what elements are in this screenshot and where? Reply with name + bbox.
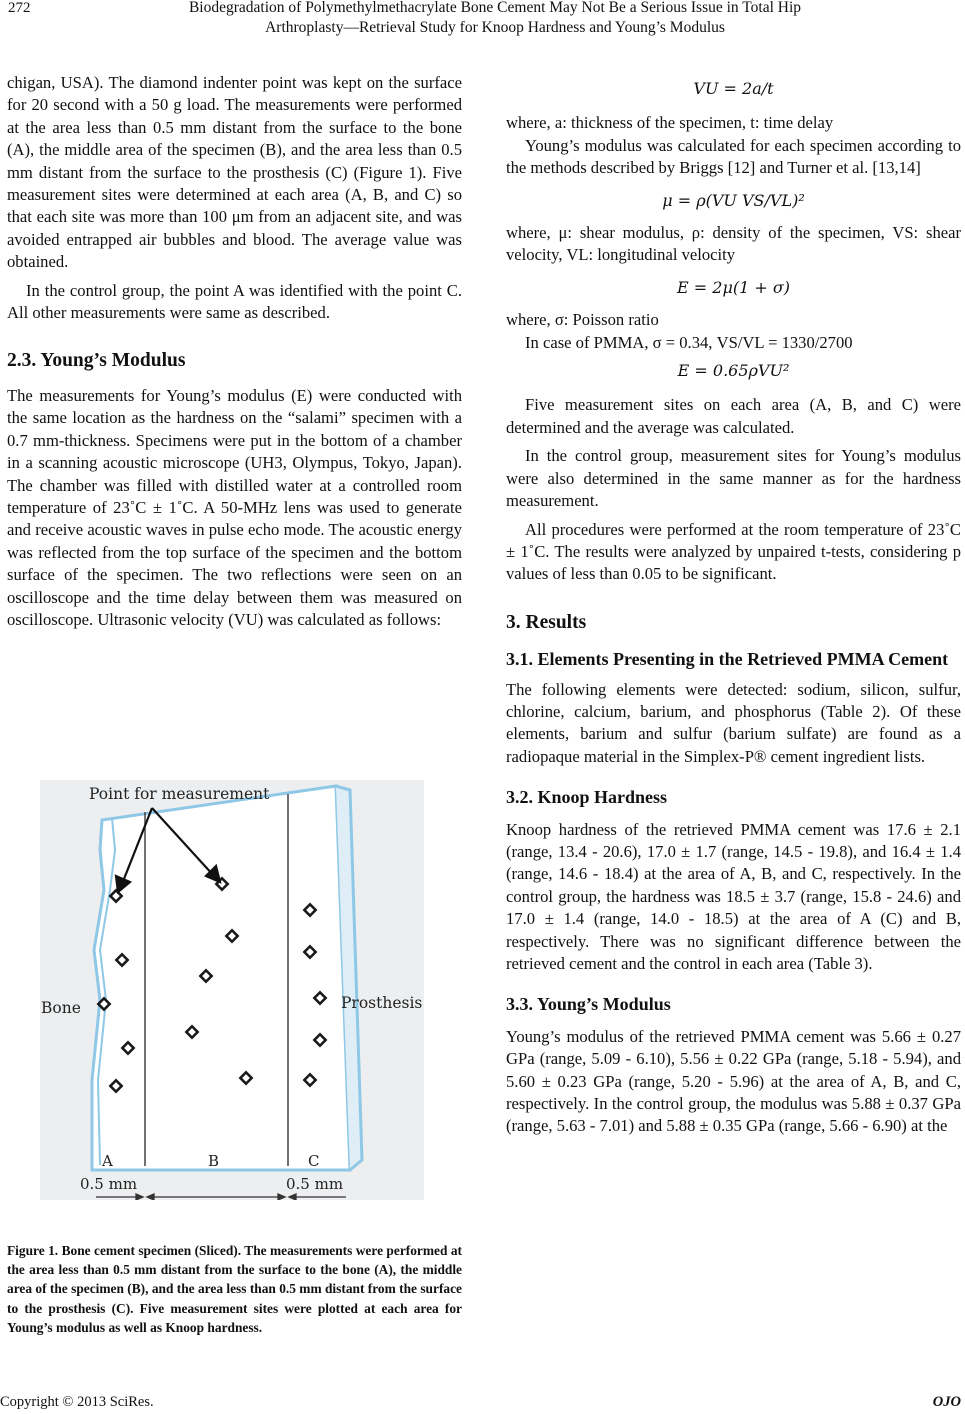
paragraph-knoop-method: chigan, USA). The diamond indenter point was kept on the surface for 20 second with a 50 g load. The measurements were performed at the area less than 0.5 mm distant from the surface to the bone (A), the middle area of the specimen (B), and the area less than 0.5 mm distant from the surface to the prosthesis (C) (Figure 1). Five measurement sites were determined at each area (A, B, and C) so that each site was more than 100 μm from an adjacent site, and was avoided entrapped air bubbles and blood. The average value was obtained. — [7, 73, 462, 272]
left-column — [7, 72, 462, 631]
running-header-line1: Biodegradation of Polymethylmethacrylate Bone Cement May Not Be a Serious Issue in Total Hip — [188, 0, 802, 16]
label-point-for-measurement: Point for measurement — [89, 785, 270, 803]
label-area-a: A — [102, 1152, 113, 1170]
equation-shear-modulus: μ = ρ(VU VS/VL)² — [662, 190, 805, 210]
paragraph-knoop-results: Knoop hardness of the retrieved PMMA cement was 17.6 ± 2.1 (range, 13.4 - 20.6), 17.0 ± 1.7 (range, 14.5 - 19.8), and 16.4 ± 1.4 (range, 14.6 - 18.4) at the area of A, B, and C, respectively. In the control group, the hardness was 18.5 ± 3.7 (range, 15.8 - 24.6) and 17.0 ± 1.4 (range, 14.0 - 18.5) at the area of A (C) and B, respectively. There was no significant difference between the retrieved cement and the control in each area (Table 3). — [506, 819, 961, 973]
equation-young-pmma: E = 0.65ρVU² — [677, 361, 790, 381]
section-heading-2-3: 2.3. Young’s Modulus — [7, 350, 186, 372]
paragraph-where-thickness: where, a: thickness of the specimen, t: time delay — [506, 113, 834, 133]
label-area-c: C — [308, 1152, 320, 1170]
running-header — [80, 0, 910, 38]
section-heading-3: 3. Results — [506, 611, 587, 633]
paragraph-control-group: In the control group, the point A was identified with the point C. All other measurements were same as described. — [7, 280, 462, 323]
section-heading-3-1: 3.1. Elements Presenting in the Retrieved PMMA Cement — [506, 649, 949, 670]
right-column — [506, 78, 961, 1138]
paragraph-control-young: In the control group, measurement sites for Young’s modulus were also determined in the same manner as for the hardness measurement. — [506, 446, 961, 511]
label-prosthesis: Prosthesis — [341, 994, 423, 1012]
paragraph-young-results: Young’s modulus of the retrieved PMMA cement was 5.66 ± 0.27 GPa (range, 5.09 - 6.10), 5.56 ± 0.22 GPa (range, 5.18 - 5.94), and 5.60 ± 0.23 GPa (range, 5.20 - 5.96) at the area of A, B, and C, respectively. In the control group, the modulus was 5.88 ± 0.37 GPa (range, 5.63 - 7.01) and 5.88 ± 0.35 GPa (range, 5.66 - 6.90) at the — [506, 1026, 961, 1136]
paragraph-five-sites: Five measurement sites on each area (A, B, and C) were determined and the average was calculated. — [506, 395, 961, 437]
footer-journal: OJO — [932, 1394, 961, 1410]
equation-young: E = 2μ(1 + σ) — [677, 277, 790, 297]
footer-copyright: Copyright © 2013 SciRes. — [0, 1394, 154, 1410]
figure-1 — [40, 780, 424, 1200]
label-0-5mm-right: 0.5 mm — [286, 1175, 344, 1193]
specimen-diagram — [40, 780, 424, 1200]
equation-velocity: VU = 2a/t — [693, 79, 774, 98]
paragraph-procedures: All procedures were performed at the room temperature of 23˚C ± 1˚C. The results were analyzed by unpaired t-tests, considering p values of less than 0.05 to be significant. — [506, 519, 961, 584]
paragraph-where-shear: where, μ: shear modulus, ρ: density of the specimen, VS: shear velocity, VL: longitudinal velocity — [506, 223, 961, 265]
section-heading-3-3: 3.3. Young’s Modulus — [506, 994, 671, 1015]
paragraph-elements: The following elements were detected: sodium, silicon, sulfur, chlorine, calcium, barium, and phosphorus (Table 2). Of these elements, barium and sulfur (barium sulfate) are found as a radiopaque material in the Simplex-P® cement ingredient lists. — [506, 679, 961, 766]
paragraph-young-calc: Young’s modulus was calculated for each specimen according to the methods described by Briggs [12] and Turner et al. [13,14] — [506, 135, 961, 178]
label-area-b: B — [208, 1152, 220, 1170]
label-0-5mm-left: 0.5 mm — [80, 1175, 138, 1193]
figure-1-caption: Figure 1. Bone cement specimen (Sliced). The measurements were performed at the area less than 0.5 mm distant from the surface to the bone (A), the middle area of the specimen (B), and the area less than 0.5 mm distant from the surface to the prosthesis (C). Five measurement sites were plotted at each area for Young’s modulus as well as Knoop hardness. — [7, 1243, 462, 1335]
running-header-line2: Arthroplasty—Retrieval Study for Knoop Hardness and Young’s Modulus — [265, 19, 725, 36]
page-number: 272 — [8, 0, 31, 16]
paragraph-where-poisson: where, σ: Poisson ratio — [506, 310, 659, 330]
paragraph-pmma-case: In case of PMMA, σ = 0.34, VS/VL = 1330/2700 — [525, 332, 853, 352]
label-bone: Bone — [41, 999, 81, 1017]
section-heading-3-2: 3.2. Knoop Hardness — [506, 787, 668, 808]
paragraph-young-method: The measurements for Young’s modulus (E) were conducted with the same location as the hardness on the “salami” specimen with a 0.7 mm-thickness. Specimens were put in the bottom of a chamber in a scanning acoustic microscope (UH3, Olympus, Tokyo, Japan). The chamber was filled with distilled water at a controlled room temperature of 23˚C ± 1˚C. A 50-MHz lens was used to generate and receive acoustic waves in pulse echo mode. The acoustic energy was reflected from the top surface of the specimen and the bottom surface of the specimen. The two reflections were seen on an oscilloscope and the time delay between them was measured on oscilloscope. Ultrasonic velocity (VU) was calculated as follows: — [7, 385, 462, 629]
